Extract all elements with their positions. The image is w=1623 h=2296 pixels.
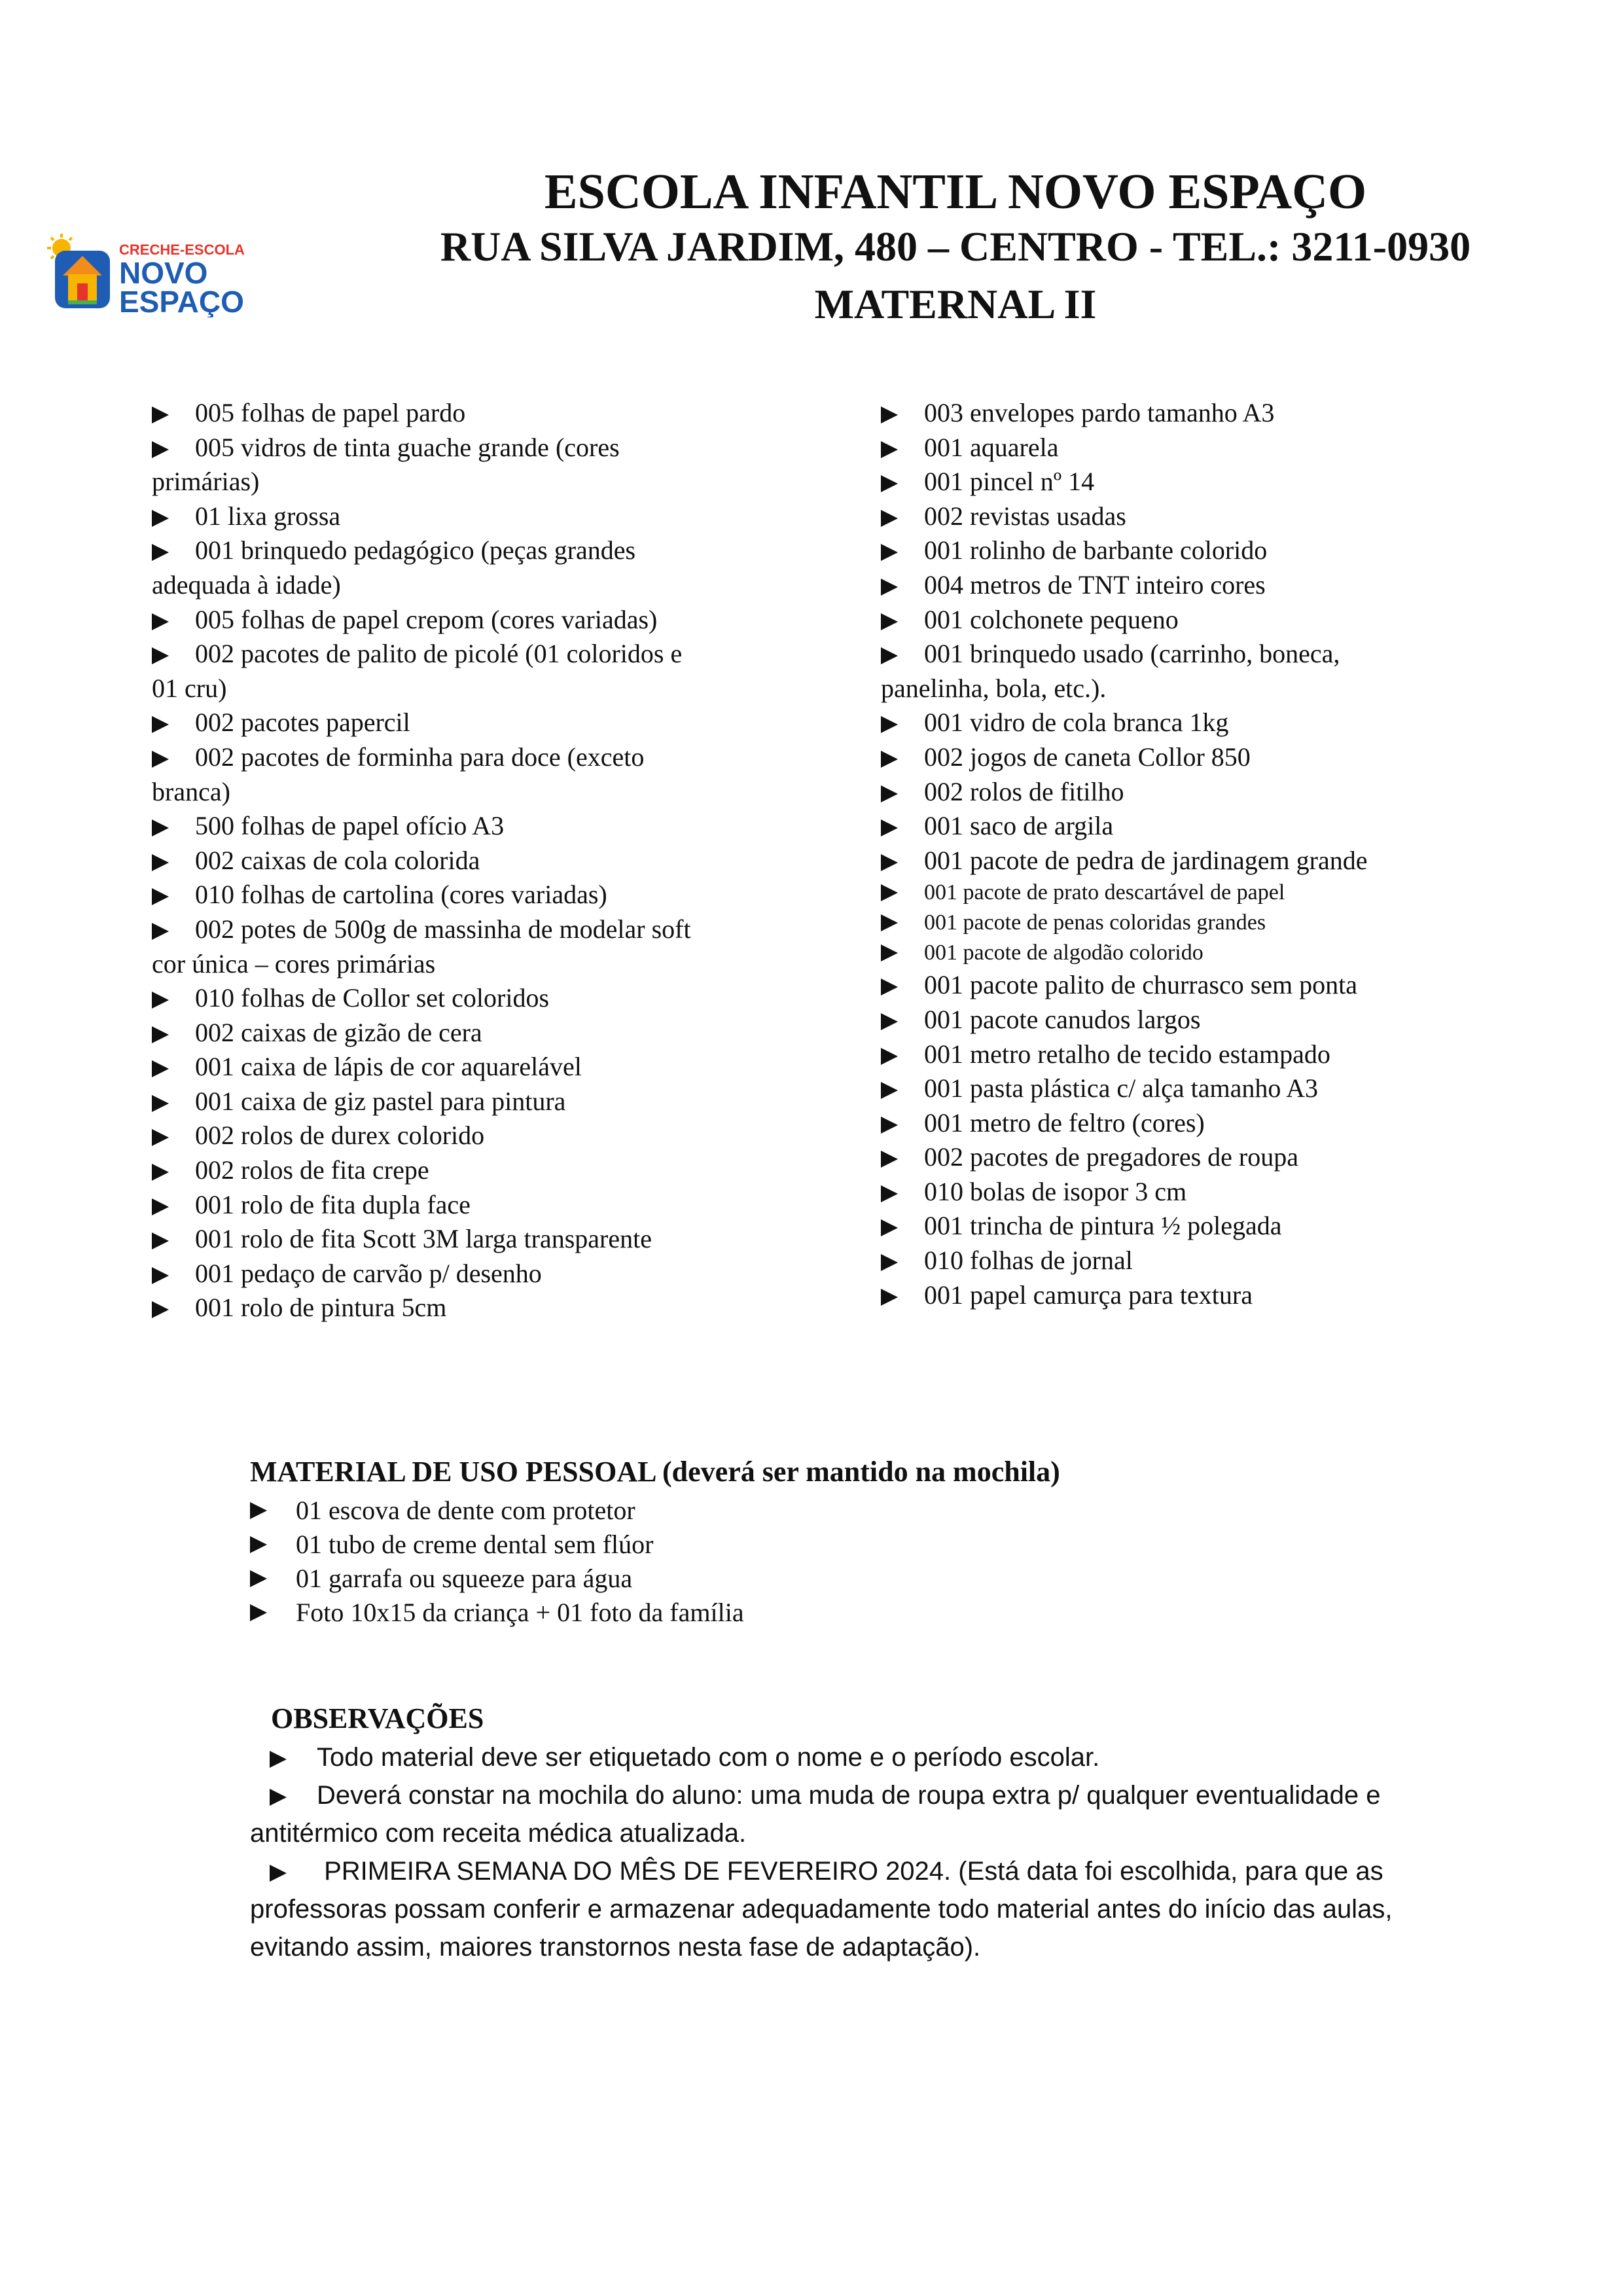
list-item: 002 caixas de gizão de cera [152,1016,806,1050]
arrow-bullet-icon [152,1060,169,1077]
observation-item-continuation: antitérmico com receita médica atualizada. [250,1819,747,1848]
list-item: 01 garrafa ou squeeze para água [250,1562,1559,1596]
list-item: 004 metros de TNT inteiro cores [881,568,1588,603]
school-logo [46,232,268,317]
arrow-bullet-icon [881,854,898,871]
arrow-bullet-icon [881,819,898,836]
list-item: 010 bolas de isopor 3 cm [881,1175,1588,1210]
list-item: 005 folhas de papel crepom (cores variadas) [152,603,806,637]
observation-item: PRIMEIRA SEMANA DO MÊS DE FEVEREIRO 2024. (Está data foi escolhida, para que as [250,1852,1565,1890]
arrow-bullet-icon [152,716,169,733]
arrow-bullet-icon [881,406,898,423]
list-item: 010 folhas de Collor set coloridos [152,981,806,1016]
list-item: 01 tubo de creme dental sem flúor [250,1528,1559,1562]
list-item: 001 pasta plástica c/ alça tamanho A3 [881,1071,1588,1106]
list-item-continuation: cor única – cores primárias [152,948,436,978]
arrow-bullet-icon [250,1604,267,1621]
arrow-bullet-icon [881,751,898,768]
observation-item-continuation: professoras possam conferir e armazenar adequadamente todo material antes do início das aulas, [250,1895,1393,1924]
arrow-bullet-icon [881,1289,898,1306]
arrow-bullet-icon [881,475,898,492]
list-item: 001 rolo de pintura 5cm [152,1291,806,1325]
list-item: 001 pacote de penas coloridas grandes [881,908,1588,938]
list-item: 001 brinquedo pedagógico (peças grandes [152,533,806,568]
personal-material-list [250,1494,1559,1630]
arrow-bullet-icon [152,923,169,940]
arrow-bullet-icon [881,1254,898,1271]
arrow-bullet-icon [152,406,169,423]
arrow-bullet-icon [250,1570,267,1587]
school-logo-graphic [46,232,268,317]
list-item-continuation: primárias) [152,467,260,497]
arrow-bullet-icon [152,819,169,836]
list-item: 001 vidro de cola branca 1kg [881,706,1588,740]
class-name: MATERNAL II [814,281,1097,327]
arrow-bullet-icon [250,1536,267,1553]
list-item: 001 colchonete pequeno [881,603,1588,637]
list-item: 001 pacote de pedra de jardinagem grande [881,844,1588,878]
list-item: 010 folhas de jornal [881,1244,1588,1278]
arrow-bullet-icon [881,944,898,961]
list-item: 002 pacotes de forminha para doce (exceto [152,740,806,775]
list-item: 002 rolos de durex colorido [152,1119,806,1153]
arrow-bullet-icon [881,1151,898,1168]
list-item-continuation: branca) [152,776,230,806]
list-item-continuation: adequada à idade) [152,569,341,600]
arrow-bullet-icon [250,1502,267,1519]
arrow-bullet-icon [152,1301,169,1318]
list-item: 01 lixa grossa [152,499,806,534]
arrow-bullet-icon [270,1789,287,1806]
arrow-bullet-icon [881,579,898,596]
list-item: 001 metro de feltro (cores) [881,1106,1588,1141]
observation-item: Todo material deve ser etiquetado com o nome e o período escolar. [250,1738,1565,1776]
arrow-bullet-icon [152,613,169,630]
arrow-bullet-icon [881,441,898,458]
school-address: RUA SILVA JARDIM, 480 – CENTRO - TEL.: 3211-0930 [440,223,1471,270]
list-item: 010 folhas de cartolina (cores variadas) [152,878,806,912]
arrow-bullet-icon [152,647,169,664]
list-item-continuation: 01 cru) [152,673,227,703]
observations-title: OBSERVAÇÕES [271,1702,484,1734]
arrow-bullet-icon [881,914,898,931]
observations-list [250,1738,1565,1966]
arrow-bullet-icon [152,1129,169,1146]
arrow-bullet-icon [881,1117,898,1134]
list-item: 002 jogos de caneta Collor 850 [881,740,1588,775]
list-item: 001 pacote palito de churrasco sem ponta [881,968,1588,1003]
list-item: 003 envelopes pardo tamanho A3 [881,396,1588,431]
arrow-bullet-icon [881,716,898,733]
arrow-bullet-icon [152,1267,169,1284]
list-item: 001 pincel nº 14 [881,465,1588,499]
arrow-bullet-icon [152,751,169,768]
arrow-bullet-icon [881,978,898,996]
arrow-bullet-icon [152,1164,169,1181]
list-item: 500 folhas de papel ofício A3 [152,809,806,844]
list-item: 001 metro retalho de tecido estampado [881,1037,1588,1072]
arrow-bullet-icon [270,1865,287,1882]
arrow-bullet-icon [881,1082,898,1099]
arrow-bullet-icon [152,1026,169,1043]
list-item: 001 saco de argila [881,809,1588,844]
supply-list-left [152,396,806,1325]
arrow-bullet-icon [881,1185,898,1202]
observation-item: Deverá constar na mochila do aluno: uma muda de roupa extra p/ qualquer eventualidade e [250,1776,1565,1814]
arrow-bullet-icon [881,544,898,561]
arrow-bullet-icon [152,888,169,905]
arrow-bullet-icon [152,510,169,527]
personal-material-title: MATERIAL DE USO PESSOAL (deverá ser mantido na mochila) [250,1456,1060,1488]
personal-material-section [250,1453,1559,1630]
list-item: 001 caixa de giz pastel para pintura [152,1085,806,1119]
list-item: Foto 10x15 da criança + 01 foto da família [250,1596,1559,1630]
arrow-bullet-icon [881,647,898,664]
arrow-bullet-icon [881,613,898,630]
list-item: 01 escova de dente com protetor [250,1494,1559,1528]
list-item: 002 caixas de cola colorida [152,844,806,878]
list-item: 005 folhas de papel pardo [152,396,806,431]
arrow-bullet-icon [881,1219,898,1236]
list-item: 001 brinquedo usado (carrinho, boneca, [881,637,1588,672]
list-item: 002 pacotes papercil [152,706,806,740]
list-item: 001 rolo de fita Scott 3M larga transparente [152,1222,806,1257]
logo-line2: ESPAÇO [119,285,244,317]
list-item: 001 pacote de algodão colorido [881,938,1588,968]
arrow-bullet-icon [881,1048,898,1065]
list-item: 002 rolos de fita crepe [152,1153,806,1188]
list-item: 002 revistas usadas [881,499,1588,534]
arrow-bullet-icon [152,992,169,1009]
arrow-bullet-icon [270,1751,287,1768]
list-item: 001 rolinho de barbante colorido [881,533,1588,568]
arrow-bullet-icon [152,1095,169,1112]
list-item: 001 aquarela [881,431,1588,465]
list-item: 002 rolos de fitilho [881,775,1588,810]
list-item: 001 pedaço de carvão p/ desenho [152,1257,806,1291]
list-item: 001 rolo de fita dupla face [152,1188,806,1223]
arrow-bullet-icon [152,1198,169,1215]
list-item: 001 trincha de pintura ½ polegada [881,1209,1588,1244]
arrow-bullet-icon [152,544,169,561]
list-item: 002 pacotes de palito de picolé (01 coloridos e [152,637,806,672]
logo-top-text: CRECHE-ESCOLA [119,242,245,258]
list-item: 001 papel camurça para textura [881,1278,1588,1313]
arrow-bullet-icon [152,854,169,871]
list-item: 005 vidros de tinta guache grande (cores [152,431,806,465]
arrow-bullet-icon [881,510,898,527]
list-item: 001 pacote canudos largos [881,1003,1588,1037]
arrow-bullet-icon [152,441,169,458]
arrow-bullet-icon [152,1232,169,1249]
logo-line1: NOVO [119,256,208,290]
observations-section [250,1700,1565,1966]
list-item: 001 pacote de prato descartável de papel [881,878,1588,908]
arrow-bullet-icon [881,785,898,802]
list-item: 002 pacotes de pregadores de roupa [881,1140,1588,1175]
school-name: ESCOLA INFANTIL NOVO ESPAÇO [544,164,1367,219]
list-item: 001 caixa de lápis de cor aquarelável [152,1050,806,1085]
supply-list-right [881,396,1588,1312]
list-item: 002 potes de 500g de massinha de modelar soft [152,912,806,947]
arrow-bullet-icon [881,1013,898,1030]
arrow-bullet-icon [881,884,898,901]
observation-item-continuation: evitando assim, maiores transtornos nesta fase de adaptação). [250,1933,981,1962]
list-item-continuation: panelinha, bola, etc.). [881,673,1107,703]
